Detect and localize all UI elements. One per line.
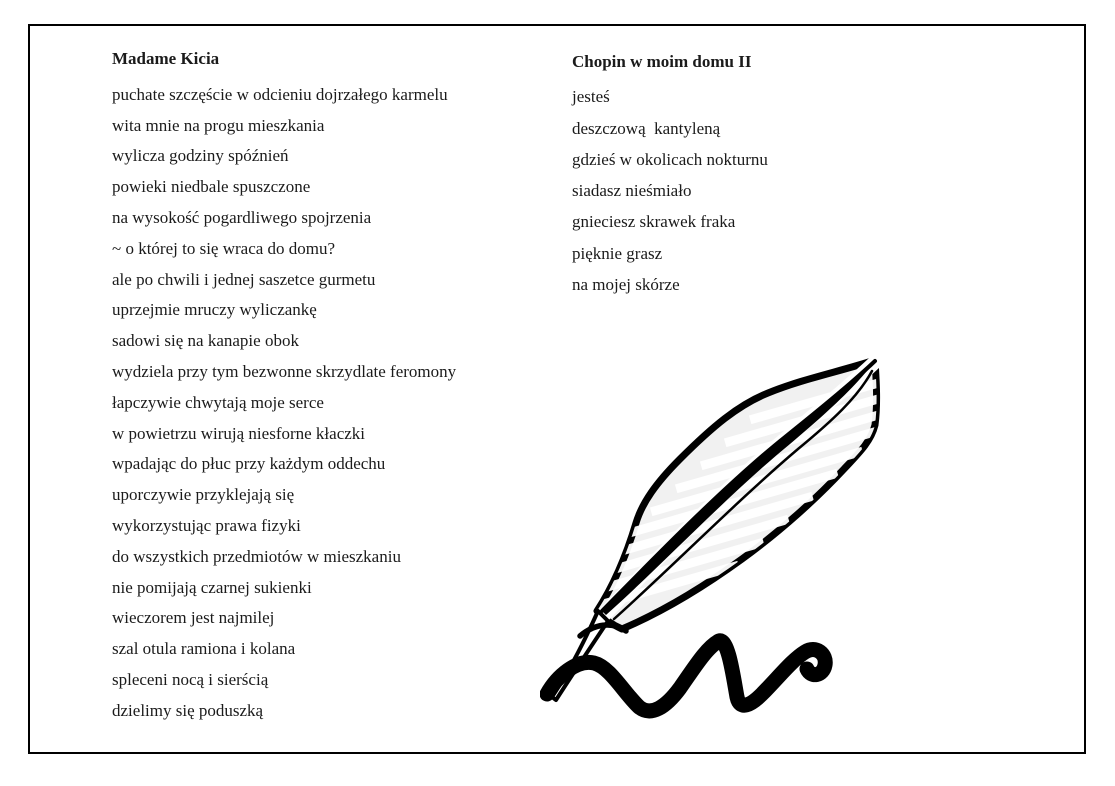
poem-line: uprzejmie mruczy wyliczankę bbox=[112, 300, 317, 320]
poem-line: dzielimy się poduszką bbox=[112, 700, 264, 720]
poem-line: nie pomijają czarnej sukienki bbox=[112, 577, 312, 597]
poem-title: Madame Kicia bbox=[112, 49, 220, 68]
poem-line: wieczorem jest najmilej bbox=[112, 608, 275, 628]
poem-title: Chopin w moim domu II bbox=[572, 52, 752, 71]
poem-line: uporczywie przyklejają się bbox=[112, 485, 295, 505]
poem-line: na mojej skórze bbox=[572, 275, 680, 295]
poem-line: łapczywie chwytają moje serce bbox=[112, 392, 324, 412]
quill-feather-illustration bbox=[540, 345, 892, 730]
poem-line: siadasz nieśmiało bbox=[572, 181, 692, 201]
poem-line: wylicza godziny spóźnień bbox=[112, 146, 289, 166]
poem-line: w powietrzu wirują niesforne kłaczki bbox=[112, 423, 366, 443]
poem-lines bbox=[112, 80, 532, 727]
poem-line: gnieciesz skrawek fraka bbox=[572, 212, 736, 232]
poem-line: pięknie grasz bbox=[572, 243, 663, 263]
poem-line: ale po chwili i jednej saszetce gurmetu bbox=[112, 269, 376, 289]
poem-line: szal otula ramiona i kolana bbox=[112, 639, 296, 659]
poem-line: wita mnie na progu mieszkania bbox=[112, 115, 325, 135]
poem-line: spleceni nocą i sierścią bbox=[112, 669, 269, 689]
poem-line: wykorzystując prawa fizyki bbox=[112, 515, 301, 535]
poem-madame-kicia bbox=[112, 44, 532, 727]
poem-lines bbox=[572, 81, 932, 300]
quill-feather-drawing bbox=[540, 345, 892, 730]
poem-line: powieki niedbale spuszczone bbox=[112, 177, 311, 197]
poem-line: jesteś bbox=[572, 87, 610, 107]
poem-line: deszczową kantyleną bbox=[572, 118, 721, 138]
poem-line: puchate szczęście w odcieniu dojrzałego karmelu bbox=[112, 84, 448, 104]
poem-chopin-w-moim-domu bbox=[572, 46, 932, 300]
poem-line: do wszystkich przedmiotów w mieszkaniu bbox=[112, 546, 401, 566]
poem-line: gdzieś w okolicach nokturnu bbox=[572, 149, 768, 169]
poem-line: ~ o której to się wraca do domu? bbox=[112, 238, 336, 258]
poem-line: na wysokość pogardliwego spojrzenia bbox=[112, 207, 372, 227]
poem-line: wydziela przy tym bezwonne skrzydlate feromony bbox=[112, 361, 457, 381]
poem-line: wpadając do płuc przy każdym oddechu bbox=[112, 454, 386, 474]
poem-line: sadowi się na kanapie obok bbox=[112, 331, 299, 351]
